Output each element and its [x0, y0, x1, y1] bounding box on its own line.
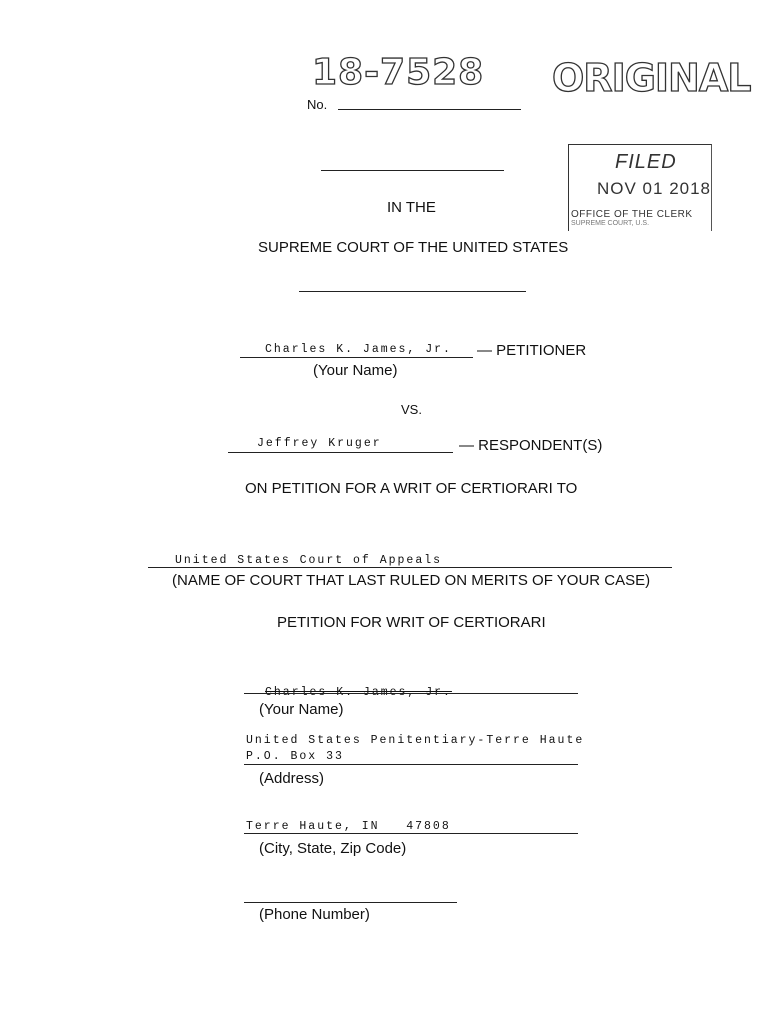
respondent-name: Jeffrey Kruger [257, 437, 382, 450]
filed-stamp [568, 144, 712, 231]
petitioner-sub-label: (Your Name) [313, 362, 398, 379]
signature-name: Charles K. James, Jr. [265, 686, 452, 699]
petitioner-label: — PETITIONER [477, 342, 587, 359]
filed-stamp-office: OFFICE OF THE CLERK [571, 209, 693, 220]
signature-name-line [244, 693, 578, 694]
docket-no-label: No. [307, 97, 328, 112]
phone-sub-label: (Phone Number) [259, 906, 370, 923]
original-stamp: ORIGINAL [552, 56, 751, 100]
upper-blank-line [321, 170, 504, 171]
lower-court-sub-label: (NAME OF COURT THAT LAST RULED ON MERITS OF YOUR CASE) [172, 572, 651, 589]
petitioner-name: Charles K. James, Jr. [265, 343, 452, 356]
phone-line [244, 902, 457, 903]
docket-number-stamp: 18-7528 [312, 52, 485, 93]
petitioner-line [240, 357, 473, 358]
court-underline [299, 291, 526, 292]
in-the-heading: IN THE [387, 199, 436, 216]
writ-line: ON PETITION FOR A WRIT OF CERTIORARI TO [245, 480, 578, 497]
filed-stamp-title: FILED [615, 151, 677, 173]
lower-court-line [148, 567, 672, 568]
filed-stamp-court: SUPREME COURT, U.S. [571, 220, 650, 227]
respondent-label: — RESPONDENT(S) [459, 437, 603, 454]
filed-stamp-date: NOV 01 2018 [597, 179, 712, 198]
city-sub-label: (City, State, Zip Code) [259, 840, 407, 857]
address-sub-label: (Address) [259, 770, 325, 787]
docket-no-line [338, 109, 521, 110]
city-line [244, 833, 578, 834]
address-line [244, 764, 578, 765]
lower-court-name: United States Court of Appeals [175, 554, 443, 567]
city-state-zip: Terre Haute, IN 47808 [246, 820, 451, 833]
signature-name-sub-label: (Your Name) [259, 701, 344, 718]
respondent-line [228, 452, 453, 453]
petition-title: PETITION FOR WRIT OF CERTIORARI [277, 614, 546, 631]
court-name-heading: SUPREME COURT OF THE UNITED STATES [258, 239, 569, 256]
address-line-1: United States Penitentiary-Terre Haute [246, 734, 585, 747]
versus-label: VS. [401, 402, 422, 417]
address-line-2: P.O. Box 33 [246, 750, 344, 763]
